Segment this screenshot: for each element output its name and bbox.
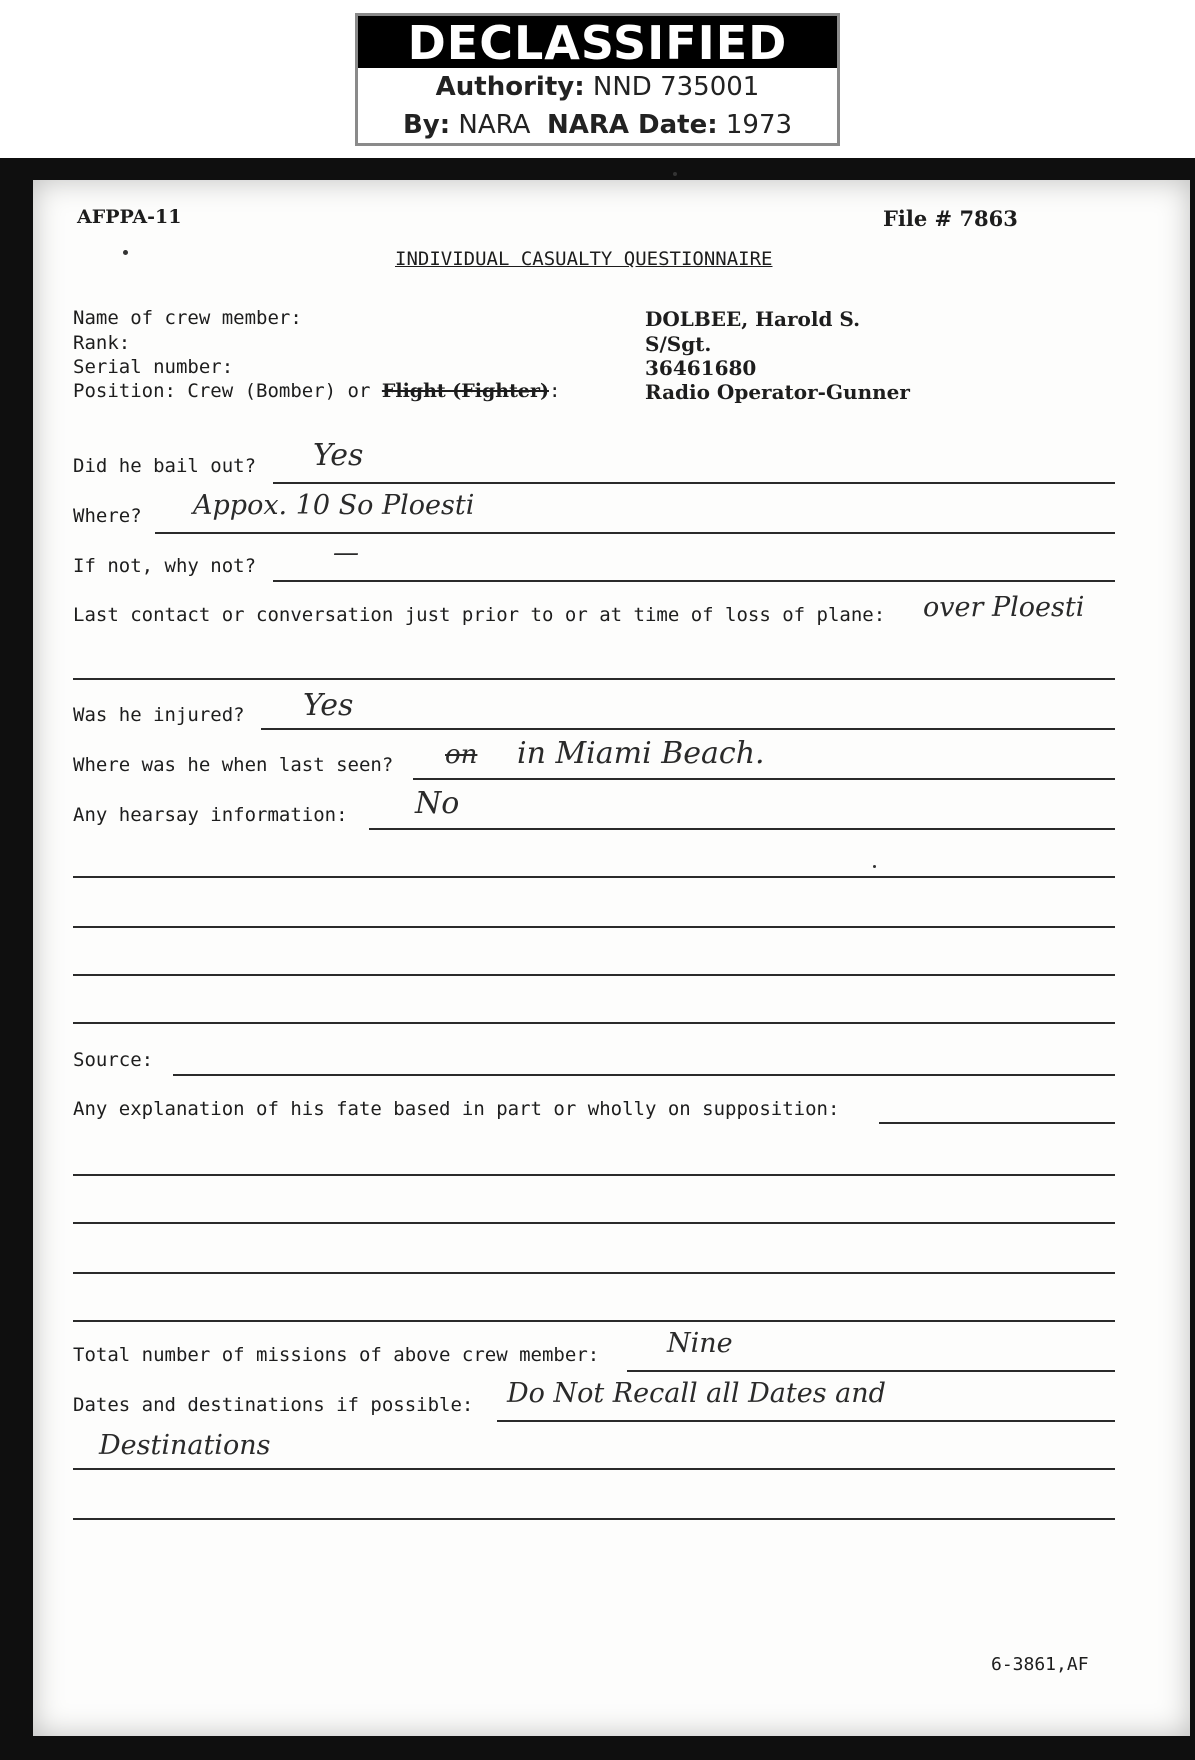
missions-line <box>627 1370 1115 1372</box>
stamp-date-value: 1973 <box>725 110 793 140</box>
contact-line <box>73 678 1115 680</box>
injured-label: Was he injured? <box>73 704 245 726</box>
lastseen-line <box>413 778 1115 780</box>
missions-answer: Nine <box>667 1328 733 1359</box>
scan-speck <box>123 250 128 255</box>
position-value: Radio Operator-Gunner <box>645 380 910 404</box>
dates-label: Dates and destinations if possible: <box>73 1394 474 1416</box>
ifnot-label: If not, why not? <box>73 555 257 577</box>
dates-line <box>497 1420 1115 1422</box>
form-code: AFPPA-11 <box>77 206 182 228</box>
questionnaire-page <box>33 180 1190 1736</box>
hearsay-answer: No <box>415 786 460 821</box>
contact-answer: over Ploesti <box>923 592 1085 623</box>
serial-value: 36461680 <box>645 356 757 380</box>
position-struck: Flight (Fighter) <box>381 380 549 402</box>
stamp-authority-line <box>358 68 837 106</box>
injured-line <box>261 728 1115 730</box>
scan-speck <box>873 865 876 868</box>
contact-label: Last contact or conversation just prior to or at time of loss of plane: <box>73 604 886 626</box>
rank-label: Rank: <box>73 332 131 354</box>
source-line <box>173 1074 1115 1076</box>
stamp-by-label: By: <box>402 110 451 140</box>
dates-answer-1: Do Not Recall all Dates and <box>507 1378 886 1409</box>
form-number: 6-3861,AF <box>991 1654 1089 1675</box>
where-answer: Appox. 10 So Ploesti <box>193 490 475 521</box>
name-value: DOLBEE, Harold S. <box>645 307 861 331</box>
source-label: Source: <box>73 1049 154 1071</box>
stamp-date-label: NARA Date: <box>546 110 718 140</box>
dates-line-2 <box>73 1468 1115 1470</box>
hearsay-line-5 <box>73 1022 1115 1024</box>
rank-value: S/Sgt. <box>645 332 712 356</box>
bail-line <box>273 482 1115 484</box>
stamp-by-line <box>358 106 837 144</box>
stamp-by-value: NARA <box>458 110 531 140</box>
explanation-line-4 <box>73 1272 1115 1274</box>
dates-answer-2: Destinations <box>99 1430 271 1461</box>
explanation-line-5 <box>73 1320 1115 1322</box>
stamp-title: DECLASSIFIED <box>358 16 837 68</box>
explanation-line-2 <box>73 1174 1115 1176</box>
position-label-line: Position: Crew (Bomber) or Flight (Fighter): <box>73 380 561 402</box>
stamp-authority-label: Authority: <box>435 72 585 102</box>
file-number: File # 7863 <box>883 206 1018 231</box>
explanation-line-3 <box>73 1222 1115 1224</box>
explanation-label: Any explanation of his fate based in part or wholly on supposition: <box>73 1098 840 1120</box>
hearsay-line-3 <box>73 926 1115 928</box>
missions-label: Total number of missions of above crew member: <box>73 1344 600 1366</box>
position-label: Position: Crew (Bomber) or <box>73 380 371 402</box>
serial-label: Serial number: <box>73 356 234 378</box>
hearsay-line <box>369 828 1115 830</box>
dates-line-3 <box>73 1518 1115 1520</box>
lastseen-answer: in Miami Beach. <box>517 736 765 771</box>
hearsay-line-2 <box>73 876 1115 878</box>
stamp-authority-value: NND 735001 <box>592 72 760 102</box>
bail-answer: Yes <box>313 438 364 473</box>
bail-label: Did he bail out? <box>73 455 257 477</box>
ifnot-line <box>273 580 1115 582</box>
lastseen-struck: on <box>445 740 478 770</box>
where-line <box>155 532 1115 534</box>
name-label: Name of crew member: <box>73 307 302 329</box>
explanation-line <box>879 1122 1115 1124</box>
injured-answer: Yes <box>303 688 354 723</box>
declassified-stamp <box>355 13 840 146</box>
hearsay-line-4 <box>73 974 1115 976</box>
where-label: Where? <box>73 505 142 527</box>
lastseen-label: Where was he when last seen? <box>73 754 394 776</box>
form-title: INDIVIDUAL CASUALTY QUESTIONNAIRE <box>395 248 773 270</box>
ifnot-answer: — <box>333 538 359 568</box>
hearsay-label: Any hearsay information: <box>73 804 348 826</box>
scan-speck <box>673 172 677 176</box>
